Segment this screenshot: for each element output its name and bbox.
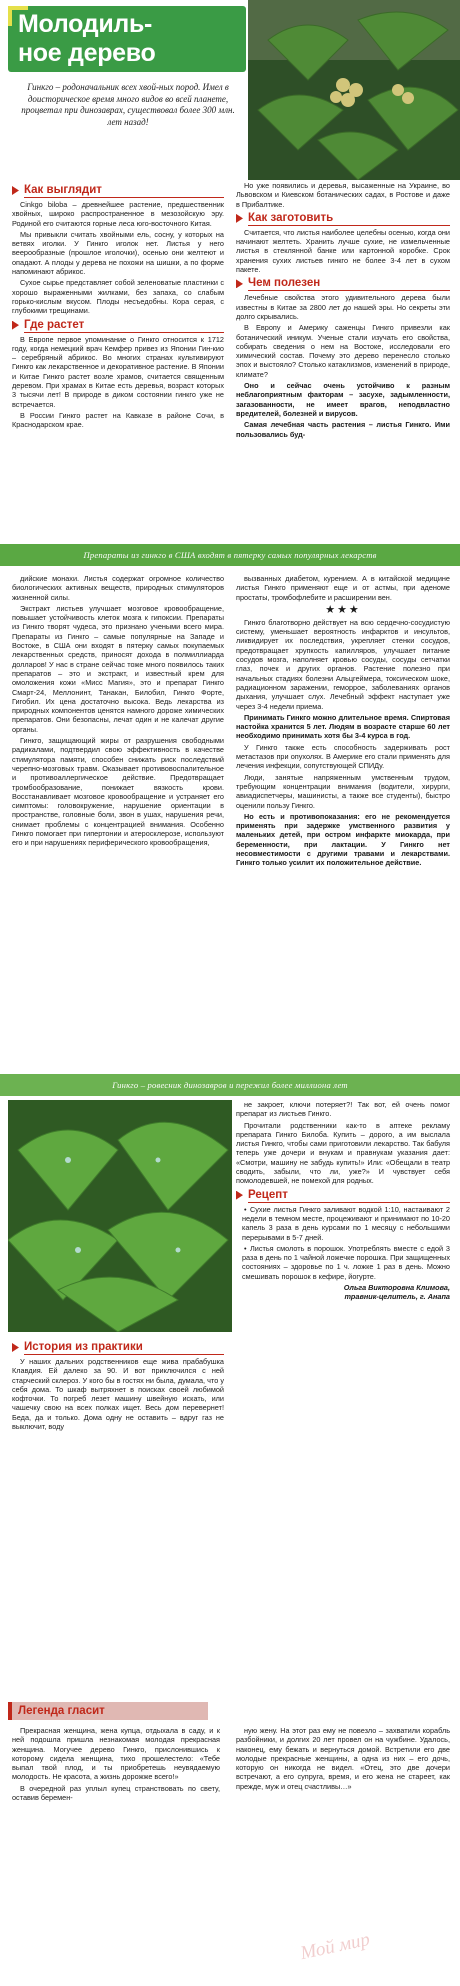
author-title: травник-целитель, г. Анапа: [344, 1292, 450, 1302]
stars-divider: ★★★: [325, 603, 361, 616]
paragraph: Прекрасная женщина, жена купца, отдыхала в саду, и к ней подошла пришла незнакомая молодая прекрасная женщина. Могучее дерево Гинкго, прислонившись к которому сидела женщина, тихо прошелестело: «Тебе выпал твой плод, и ты приобретешь неувядаемую молодость. Не красота, а жизнь дорожже всего!»: [12, 1726, 220, 1782]
page-title-line2: ное дерево: [18, 39, 156, 67]
paragraph: Принимать Гинкго можно длительное время. Спиртовая настойка хранится 5 лет. Людям в возрасте старше 60 лет необходимо принимать хотя бы 3-4 курса в год.: [236, 712, 450, 741]
legend-left-column: [12, 1726, 220, 1976]
author-signature: [236, 1283, 450, 1302]
heading-how-it-looks: Как выглядит: [12, 183, 224, 197]
ginkgo-photo-bottom: [8, 1100, 232, 1332]
recipe-item: • Сухие листья Гинкго заливают водкой 1:10, настаивают 2 недели в темном месте, процеживают и принимают по 10-20 капель 3 раза в день курсами по 1 месяцу с небольшими перерывами в 5-7 дней.: [236, 1205, 450, 1242]
title-corner-decoration: [8, 6, 28, 26]
recipe-item: • Листья смолоть в порошок. Употреблять вместе с едой 3 раза в день по 1 чайной ложечке порошка. При защищенных состояниях – здоровье по 1 ч. ложке 1 раз в день. Можно смешивать порошок в кефире, йогурте.: [236, 1244, 450, 1281]
paragraph: Cinkgo biloba – древнейшее растение, предшественник хвойных, широко распространенное в мезозойскую эру. Родиной его считаются горные леса юго-восточного Китая.: [12, 200, 224, 228]
paragraph: Гинкго, защищающий жиры от разрушения свободными радикалами, подтвердил свою эффективность в качестве стимулятора памяти, способен снижать риск последствий черепно-мозговых травм. Оказывает противовоспалительное и противоаллергическое действие. Предотвращает тромбообразование, понижает вязкость крови. Восстанавливает мозговое кровообращение и устраняет его симптомы: головокружение, нарушение ориентации в пространстве, головные боли, звон в ушах, нарушения речи, снимает проблемы с концентрацией внимания. Особенно Гинкго помогает при гипертонии и атеросклерозе, используют его и при нарушениях периферического кровообращения,: [12, 736, 224, 848]
watermark: Мой мир: [298, 1928, 372, 1965]
left-column-bottom: [12, 1338, 224, 1696]
paragraph: В Европу и Америку саженцы Гинкго привезли как ботанический иникум. Ученые стали изучать его свойства, собирать сведения о нем на Востоке, исследовали его химический состав. Почему это дерево перенесло столько эпох и выстояло? Столько катаклизмов, изменений в природе, климате?: [236, 323, 450, 379]
right-column-bottom: [236, 1100, 450, 1698]
legend-heading-bar: [8, 1702, 208, 1720]
ginkgo-photo-top: [248, 0, 460, 180]
ginkgo-leaves-image: [248, 0, 460, 180]
paragraph: Мы привыкли считать хвойными ель, сосну, у которых на ветвях иголки. У Гинкго иголок нет. Листья у него веерообразные (прошлое иголочки), осенью они желтеют и опадают. А плоды у дерева не похожи на шишки, а по форме напоминают абрикос.: [12, 229, 224, 277]
paragraph: Но есть и противопоказания: его не рекомендуется применять при задержке умственного развития у маленьких детей, при остром инфаркте миокарда, при беременности, при лактации. У Гинкго нет несовместимости с другими травами и лекарствами. Гинкго только усилит их положительное действие.: [236, 811, 450, 868]
legend-section: [8, 1702, 452, 1982]
left-column-top: [12, 181, 224, 536]
paragraph: Гинкго благотворно действует на всю сердечно-сосудистую систему, уменьшает вероятность инфарктов и инсультов, ликвидирует их последствия, укрепляет стенки сосудов, предотвращает хрупкость капилляров, улучшает питание сосудов мозга, наполняет кровью сосуды, сосуды сетчатки глаз, почек и других органов. Растение полезно при начальных стадиях болезни Альцгеймера, токсическом шоке, радиационном заражении, геморрое, заболеваниях органов дыхания, улучшает слух. Лечебный эффект наступает уже через 3-4 недели приема.: [236, 617, 450, 711]
heading-benefits: Чем полезен: [236, 276, 450, 290]
banner-stripe-usa: Препараты из гинкго в США входят в пятерку самых популярных лекарств: [0, 544, 460, 566]
paragraph: Экстракт листьев улучшает мозговое кровообращение, повышает устойчивость клеток мозга к гипоксии. Препараты из Гинкго творят чудеса, это признано учеными всего мира. Препараты из Гинкго – самые популярные на Западе и Востоке, в США они входят в пятерку самых покупаемых лекарственных средств, приносят дохода в полмиллиарда долларов! У нас в стране сейчас тоже много появилось таких препаратов – это и экстракт, и известный крем для омоложения кожи «Мисс Магия», это и препарат Гинкго Смарт-24, Меллонинт, Танакан, Билобил, Гинкго Форте, Гигобил. Их цена достаточно высока. Ведь лекарства из природных компонентов ценятся намного дороже химических препаратов. Они безопасны, лечат один и не калечат другие органы.: [12, 603, 224, 734]
title-block: [8, 6, 246, 72]
header-banner: [0, 0, 460, 175]
heading-where-grows: Где растет: [12, 318, 224, 332]
paragraph: Сухое сырье представляет собой зеленоватые пластинки с хорошо выраженными жилками, без запаха, со слабым горько-кислым вкусом. Плоды несъедобны. Кора серая, с глубокими трещинами.: [12, 278, 224, 316]
paragraph: У наших дальних родственников еще жива прабабушка Клавдия. Ей далеко за 90. И вот приключился с ней старческий склероз. У кого бы в гостях ни была, думала, что у себя дома. То шкаф вытряхнет в поисках своей любимой кофточки. То погреб лезет машину швейную искать, или чашечку свою на всех полках ищет. Весь дом перевернет! Беда, да и только. Дома одну не оставить – вдруг газ не выключит, воду: [12, 1357, 224, 1432]
paragraph: Но уже появились и деревья, высаженные на Украине, во Львовском и Киевском ботанических садах, в Ростове и даже в Прибалтике.: [236, 181, 450, 209]
paragraph: Самая лечебная часть растения – листья Гинкго. Ими пользовались буд-: [236, 420, 450, 439]
paragraph: Оно и сейчас очень устойчиво к разным неблагоприятным факторам – засухе, задымленности, загазованности, не имеет врагов, неподвластно вредителей, болезней и вирусов.: [236, 381, 450, 418]
paragraph: не закроет, ключи потеряет?! Так вот, ей очень помог препарат из листьев Гинкго.: [236, 1100, 450, 1119]
intro-text: Гинкго – родоначальник всех хвой-ных пород. Имел в доисторическое время много видов во всей планете, процветал при динозаврах, существовал более 300 млн. лет назад!: [21, 82, 235, 127]
paragraph: ную жену. На этот раз ему не повезло – захватили корабль разбойники, и долгих 20 лет провел он на чужбине. Удалось, наконец, ему бежать и вернуться домой. Встретили его две молодые прекрасные женщины, а одна из них – его дочь, которую он никогда не видел. «Отец, это две дочери встречают, а его супруга, время, и его жена не стареет, как прежде, муж и отец счастливы…»: [236, 1726, 450, 1791]
page-title-line1: Молодиль-: [18, 10, 153, 38]
paragraph: Считается, что листья наиболее целебны осенью, когда они начинают желтеть. Хранить лучше сухие, не измельченные листья в стеклянной банке или картонной коробке. Срок хранения сухих листьев гинкго не более 3-4 лет в сухом пакете.: [236, 227, 450, 275]
paragraph: дийские монахи. Листья содержат огромное количество биологических активных веществ, природных стимуляторов жизненной силы.: [12, 574, 224, 602]
paragraph: В России Гинкго растет на Кавказе в районе Сочи, в Краснодарском крае.: [12, 410, 224, 430]
paragraph: Прочитали родственники как-то в аптеке рекламу препарата Гинкго Билоба. Купить – дорого, а им выслала листья Гинкго, чтобы сами приготовили лекарство. Так бабуля теперь уже дочери и внукам и правнукам указания дает: «Смотри, машину не забудь купить!» Или: «Обещали в театр сводить, забыли, что ли, уже?» И чувствует себя помолодевшей, не помехой для родных.: [236, 1120, 450, 1186]
paragraph: У Гинкго также есть способность задерживать рост метастазов при опухолях. В Америке его стали применять для лечения инфекции, сопутствующей СПИДу.: [236, 742, 450, 771]
banner-stripe-dinosaurs: Гинкго – ровесник динозавров и пережил более миллиона лет: [0, 1074, 460, 1096]
page-title: [18, 10, 236, 68]
paragraph: Лечебные свойства этого удивительного дерева были известны в Китае за 2800 лет до нашей эры. Но секреты эти долго скрывались.: [236, 293, 450, 321]
paragraph: вызванных диабетом, курением. А в китайской медицине листья Гинкго применяют еще и от астмы, при аденоме простаты, тромбофлебите и расширении вен.: [236, 574, 450, 602]
heading-how-to-prepare: Как заготовить: [236, 211, 450, 225]
left-column-middle: [12, 574, 224, 1066]
right-column-middle: [236, 574, 450, 1066]
ginkgo-leaves-image: [8, 1100, 232, 1332]
author-name: Ольга Викторовна Климова,: [343, 1283, 450, 1293]
heading-story: История из практики: [12, 1340, 224, 1354]
paragraph: В очередной раз уплыл купец странствовать по свету, оставив беремен-: [12, 1783, 220, 1803]
heading-recipe: Рецепт: [236, 1188, 450, 1202]
heading-legend: Легенда гласит: [18, 1705, 105, 1717]
paragraph: Люди, занятые напряженным умственным трудом, требующим концентрации внимания (водители, хирурги, авиадиспетчеры, машинисты, а также все студенты), быстро оценили пользу Гинкго.: [236, 772, 450, 810]
paragraph: В Европе первое упоминание о Гинкго относится к 1712 году, когда немецкий врач Кемфер привез из Японии Гин-кио – серебряный абрикос. Во многих странах культивируют Гинкго как лекарственное и декоративное растение. В Японии и Китае Гинкго растет возле храмов, считается священным деревом. При храмах в Китае есть деревья, возраст которых 3 тысячи лет! В природе в диком состоянии гинкго уже не встречается.: [12, 334, 224, 409]
right-column-top: [236, 181, 450, 536]
